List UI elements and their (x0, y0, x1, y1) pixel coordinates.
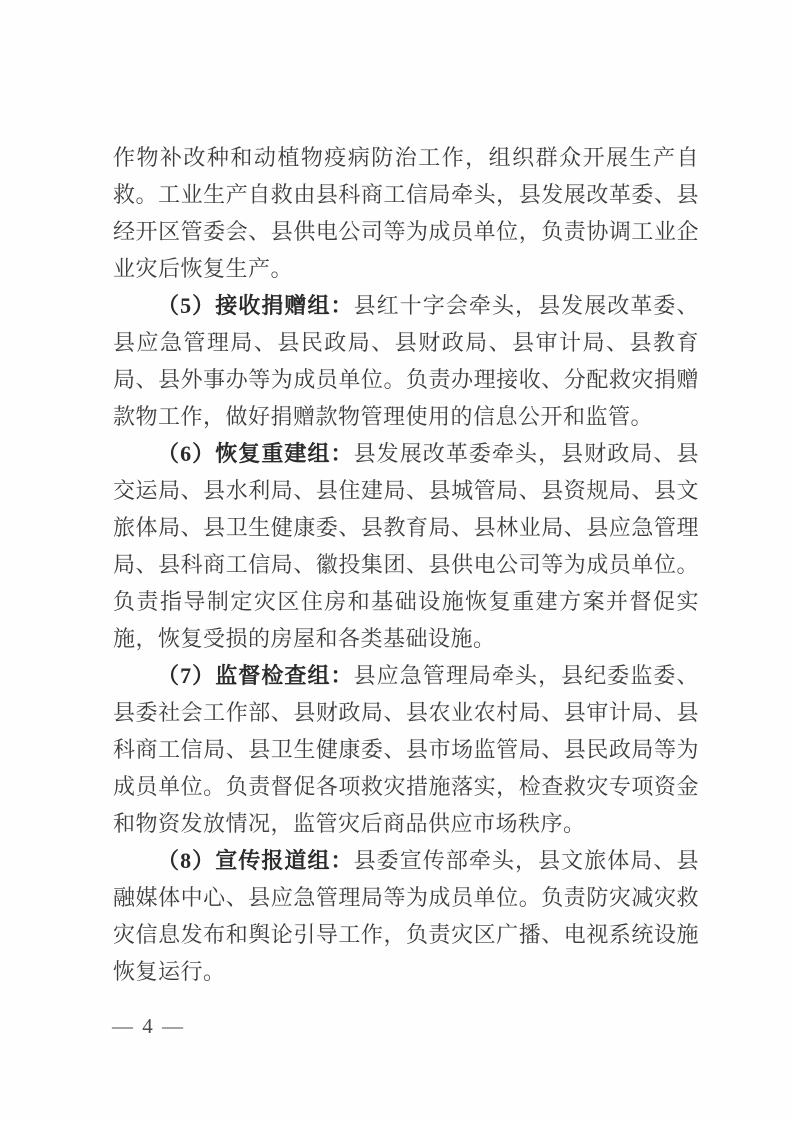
paragraph-text: 县委宣传部牵头，县文旅体局、县融媒体中心、县应急管理局等为成员单位。负责防灾减灾救灾信息发布和舆论引导工作，负责灾区广播、电视系统设施恢复运行。 (113, 848, 699, 984)
paragraph-continuation (113, 139, 699, 287)
paragraph-section-5 (113, 287, 699, 435)
section-8-heading: （8）宣传报道组： (157, 848, 354, 873)
paragraph-section-7 (113, 657, 699, 842)
paragraph-section-8 (113, 842, 699, 990)
section-5-heading: （5）接收捐赠组： (157, 293, 354, 318)
paragraph-text: 县红十字会牵头，县发展改革委、县应急管理局、县民政局、县财政局、县审计局、县教育局、县外事办等为成员单位。负责办理接收、分配救灾捐赠款物工作，做好捐赠款物管理使用的信息公开和监管。 (113, 293, 699, 429)
page-number: — 4 — (112, 1014, 185, 1038)
paragraph-text: 县应急管理局牵头，县纪委监委、县委社会工作部、县财政局、县农业农村局、县审计局、县科商工信局、县卫生健康委、县市场监管局、县民政局等为成员单位。负责督促各项救灾措施落实，检查救灾专项资金和物资发放情况，监管灾后商品供应市场秩序。 (113, 663, 699, 836)
section-7-heading: （7）监督检查组： (157, 663, 354, 688)
paragraph-text: 作物补改种和动植物疫病防治工作，组织群众开展生产自救。工业生产自救由县科商工信局牵头，县发展改革委、县经开区管委会、县供电公司等为成员单位，负责协调工业企业灾后恢复生产。 (113, 145, 699, 281)
paragraph-section-6 (113, 435, 699, 657)
paragraph-text: 县发展改革委牵头，县财政局、县交运局、县水利局、县住建局、县城管局、县资规局、县文旅体局、县卫生健康委、县教育局、县林业局、县应急管理局、县科商工信局、徽投集团、县供电公司等为成员单位。负责指导制定灾区住房和基础设施恢复重建方案并督促实施，恢复受损的房屋和各类基础设施。 (113, 441, 699, 651)
section-6-heading: （6）恢复重建组： (157, 441, 354, 466)
document-body (113, 139, 699, 990)
